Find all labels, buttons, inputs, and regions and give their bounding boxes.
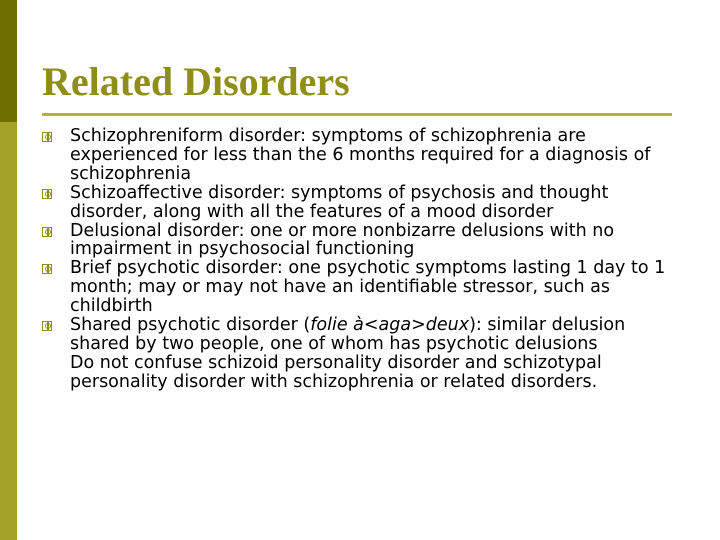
pilcrow-bullet-icon	[42, 264, 52, 274]
pilcrow-bullet-icon	[42, 227, 52, 237]
side-accent-bar-top	[0, 0, 17, 122]
bullet-text-suffix: ): similar delusion shared by two people, one of whom has psychotic delusions	[70, 315, 626, 354]
bullet-item-shared-psychotic	[40, 316, 690, 392]
bullet-text: Delusional disorder: one or more nonbizarre delusions with no impairment in psychosocial functioning	[70, 220, 615, 260]
bullet-list	[40, 127, 690, 392]
title-underline-rule	[42, 113, 672, 116]
pilcrow-bullet-icon	[42, 132, 52, 142]
bullet-text-italic: folie à<aga>deux	[310, 315, 470, 336]
bullet-continuation-note: Do not confuse schizoid personality disorder and schizotypal personality disorder with schizophrenia or related disorders.	[70, 352, 602, 392]
pilcrow-bullet-icon	[42, 321, 52, 331]
pilcrow-bullet-icon	[42, 189, 52, 199]
bullet-text: Schizoaffective disorder: symptoms of psychosis and thought disorder, along with all the features of a mood disorder	[70, 182, 609, 222]
bullet-text-prefix: Shared psychotic disorder (	[70, 315, 311, 336]
side-accent-bar	[0, 0, 17, 540]
slide-title: Related Disorders	[42, 59, 350, 104]
bullet-item-brief-psychotic	[40, 259, 690, 316]
bullet-item-delusional	[40, 222, 690, 260]
bullet-item-schizophreniform	[40, 127, 690, 184]
bullet-text: Schizophreniform disorder: symptoms of schizophrenia are experienced for less than the 6 months required for a diagnosis of schizophrenia	[70, 126, 651, 184]
bullet-item-schizoaffective	[40, 184, 690, 222]
bullet-text: Brief psychotic disorder: one psychotic symptoms lasting 1 day to 1 month; may or may not have an identifiable stressor, such as childbirth	[70, 258, 666, 317]
